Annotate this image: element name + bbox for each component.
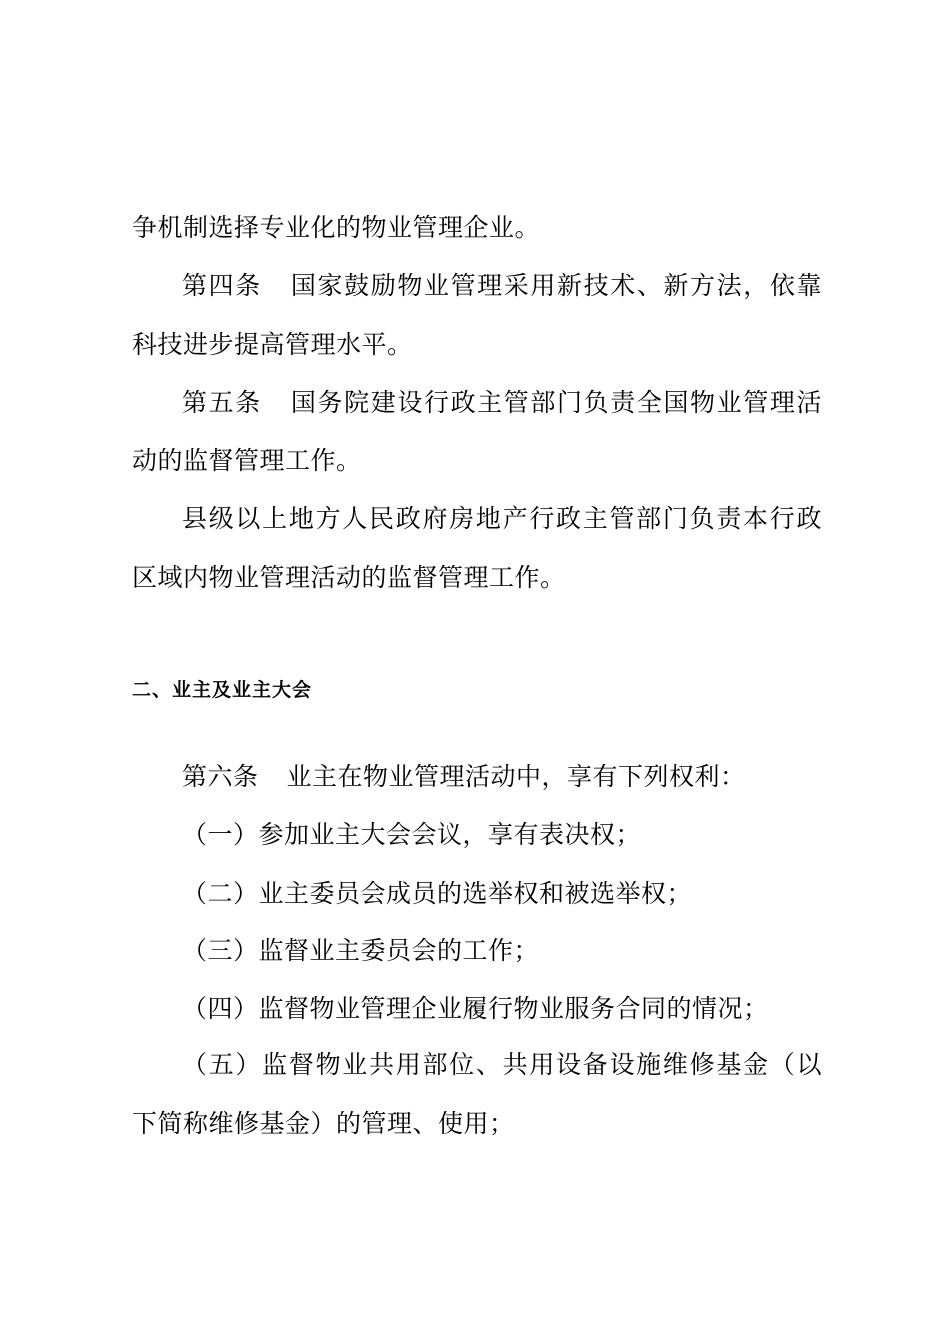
article-4-line-2: 科技进步提高管理水平。 [132,330,413,359]
list-item-3: （三）监督业主委员会的工作； [182,936,540,965]
article-6-line [182,760,872,794]
article-5-para-2-line-2: 区域内物业管理活动的监督管理工作。 [132,563,566,592]
article-5-line-2: 动的监督管理工作。 [132,446,362,475]
article-4-line-1 [182,269,822,303]
article-5-label: 第五条 [182,388,262,417]
list-item-4: （四）监督物业管理企业履行物业服务合同的情况； [182,994,769,1023]
article-4-label: 第四条 [182,271,262,300]
article-5-para-2-line-1: 县级以上地方人民政府房地产行政主管部门负责本行政 [182,504,822,533]
paragraph-continuation: 争机制选择专业化的物业管理企业。 [132,213,541,242]
list-item-2: （二）业主委员会成员的选举权和被选举权； [182,879,693,908]
list-item-1: （一）参加业主大会会议，享有表决权； [182,820,642,849]
list-item-5-line-1: （五）监督物业共用部位、共用设备设施维修基金（以 [182,1050,822,1079]
article-6-text: 业主在物业管理活动中，享有下列权利： [286,762,746,791]
article-5-text-1: 国务院建设行政主管部门负责全国物业管理活 [289,388,822,417]
section-heading: 二、业主及业主大会 [132,679,313,701]
list-item-5-line-2: 下简称维修基金）的管理、使用； [132,1109,515,1138]
article-5-line-1 [182,386,822,420]
article-4-text-1: 国家鼓励物业管理采用新技术、新方法，依靠 [289,271,822,300]
article-6-label: 第六条 [182,762,259,791]
